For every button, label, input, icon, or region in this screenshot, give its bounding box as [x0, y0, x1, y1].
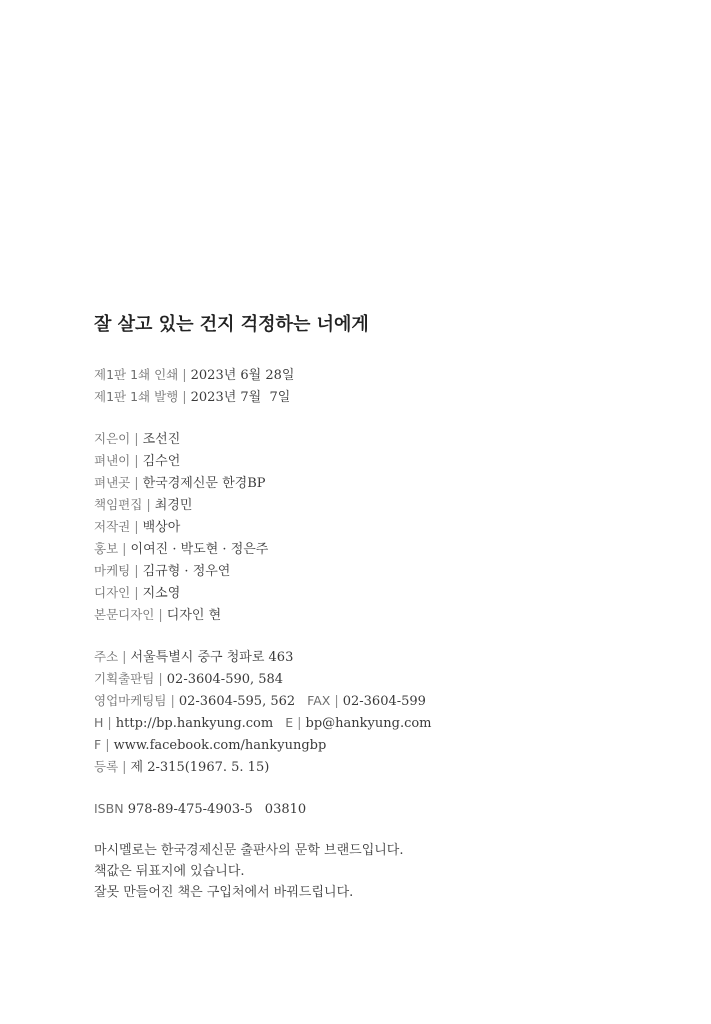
credit-label: 지은이: [94, 431, 131, 446]
credit-row: [94, 472, 694, 494]
facebook-link[interactable]: www.facebook.com/hankyungbp: [113, 738, 327, 753]
planning-team-label: 기획출판팀: [94, 671, 155, 686]
credit-value: 백상아: [142, 520, 181, 535]
separator: |: [107, 716, 112, 731]
isbn-label: ISBN: [94, 801, 124, 816]
homepage-link[interactable]: http://bp.hankyung.com: [115, 716, 274, 731]
separator: |: [170, 694, 175, 709]
credit-label: 펴낸곳: [94, 475, 131, 490]
separator: |: [134, 520, 139, 535]
colophon-page: [94, 312, 694, 923]
sales-team-label: 영업마케팅팀: [94, 693, 167, 708]
credit-row: [94, 560, 694, 582]
fax-label: FAX: [307, 693, 331, 708]
credit-label: 책임편집: [94, 497, 143, 512]
address-row: [94, 646, 694, 668]
separator: |: [158, 608, 163, 623]
facebook-label: F: [94, 737, 102, 752]
credit-row: [94, 582, 694, 604]
homepage-label: H: [94, 715, 104, 730]
notes-block: [94, 840, 694, 903]
credit-value: 이여진 · 박도현 · 정은주: [130, 542, 269, 557]
credit-row: [94, 604, 694, 626]
fax-value: 02-3604-599: [342, 694, 426, 709]
print-info-value: 2023년 7월 7일: [190, 390, 291, 405]
credit-value: 김규형 · 정우연: [142, 564, 231, 579]
credit-label: 본문디자인: [94, 607, 155, 622]
credit-row: [94, 428, 694, 450]
planning-team-phone: 02-3604-590, 584: [166, 672, 284, 687]
separator: |: [134, 564, 139, 579]
credit-value: 디자인 현: [166, 608, 222, 623]
separator: |: [122, 650, 127, 665]
address-label: 주소: [94, 649, 119, 664]
separator: |: [134, 454, 139, 469]
separator: |: [134, 476, 139, 491]
sales-team-phone: 02-3604-595, 562: [178, 694, 296, 709]
email-link[interactable]: bp@hankyung.com: [305, 716, 432, 731]
credit-value: 지소영: [142, 586, 181, 601]
contact-block: [94, 646, 694, 778]
credit-value: 조선진: [142, 432, 181, 447]
isbn-code: 03810: [264, 802, 307, 817]
separator: |: [105, 738, 110, 753]
print-info-value: 2023년 6월 28일: [190, 368, 295, 383]
registration-value: 제 2-315(1967. 5. 15): [130, 760, 270, 775]
credit-label: 디자인: [94, 585, 131, 600]
credit-label: 펴낸이: [94, 453, 131, 468]
note-line: 마시멜로는 한국경제신문 출판사의 문학 브랜드입니다.: [94, 843, 404, 858]
registration-row: [94, 756, 694, 778]
address-value: 서울특별시 중구 청파로 463: [130, 650, 294, 665]
isbn-block: [94, 798, 694, 820]
credit-row: [94, 494, 694, 516]
print-info-block: [94, 364, 694, 408]
credit-row: [94, 450, 694, 472]
planning-team-row: [94, 668, 694, 690]
credit-label: 홍보: [94, 541, 119, 556]
print-info-label: 제1판 1쇄 발행: [94, 389, 179, 404]
note-line: 잘못 만들어진 책은 구입처에서 바꿔드립니다.: [94, 885, 354, 900]
separator: |: [182, 390, 187, 405]
isbn-value: 978-89-475-4903-5: [127, 802, 253, 817]
credit-label: 마케팅: [94, 563, 131, 578]
note-line: 책값은 뒤표지에 있습니다.: [94, 864, 245, 879]
credit-label: 저작권: [94, 519, 131, 534]
credit-value: 한국경제신문 한경BP: [142, 476, 266, 491]
separator: |: [122, 760, 127, 775]
credit-row: [94, 538, 694, 560]
print-info-label: 제1판 1쇄 인쇄: [94, 367, 179, 382]
credit-row: [94, 516, 694, 538]
separator: |: [182, 368, 187, 383]
print-info-row: [94, 386, 694, 408]
facebook-row: [94, 734, 694, 756]
email-label: E: [285, 715, 294, 730]
sales-team-row: [94, 690, 694, 712]
separator: |: [134, 432, 139, 447]
separator: |: [146, 498, 151, 513]
separator: |: [297, 716, 302, 731]
registration-label: 등록: [94, 759, 119, 774]
credit-value: 최경민: [154, 498, 193, 513]
separator: |: [134, 586, 139, 601]
book-title: 잘 살고 있는 건지 걱정하는 너에게: [94, 314, 369, 335]
separator: |: [334, 694, 339, 709]
web-row: [94, 712, 694, 734]
separator: |: [158, 672, 163, 687]
print-info-row: [94, 364, 694, 386]
credit-value: 김수언: [142, 454, 181, 469]
isbn-row: [94, 798, 694, 820]
credits-block: [94, 428, 694, 626]
separator: |: [122, 542, 127, 557]
